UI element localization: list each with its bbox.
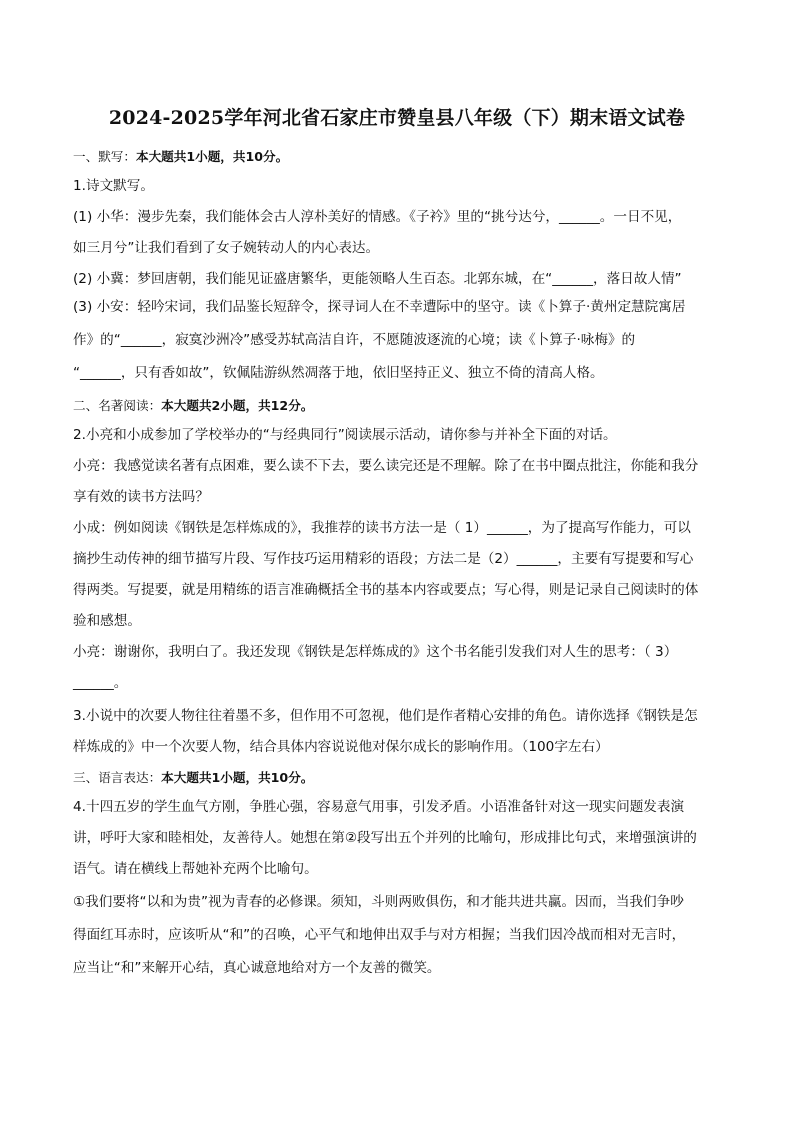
question-line: 小亮：我感觉读名著有点困难，要么读不下去，要么读完还是不理解。除了在书中圈点批注，你能和我分 — [73, 458, 699, 474]
question-line: ①我们要将“以和为贵”视为青春的必修课。须知，斗则两败俱伤，和才能共进共赢。因而，当我们争吵 — [73, 894, 684, 910]
section-prefix: 一、默写： — [73, 149, 136, 164]
question-line: 验和感想。 — [73, 613, 141, 629]
question-line: 应当让“和”来解开心结，真心诚意地给对方一个友善的微笑。 — [73, 960, 441, 976]
question-line: 得面红耳赤时，应该听从“和”的召唤，心平气和地伸出双手与对方相握；当我们因冷战而相对无言时， — [73, 927, 686, 943]
question-line: 作》的“______，寂寞沙洲冷”感受苏轼高洁自许，不愿随波逐流的心境；读《卜算子·咏梅》的 — [73, 332, 636, 348]
section-heading-1 — [73, 147, 733, 167]
question-line: (1) 小华：漫步先秦，我们能体会古人淳朴美好的情感。《子衿》里的“挑兮达兮，______。一日不见， — [73, 209, 682, 225]
question-line: 小亮：谢谢你，我明白了。我还发现《钢铁是怎样炼成的》这个书名能引发我们对人生的思考：（ 3） — [73, 644, 678, 660]
question-line: 语气。请在横线上帮她补充两个比喻句。 — [73, 861, 318, 877]
question-line: 小成：例如阅读《钢铁是怎样炼成的》，我推荐的读书方法一是（ 1）______，为了提高写作能力，可以 — [73, 520, 691, 536]
question-line: 1.诗文默写。 — [73, 178, 154, 194]
question-line: (2) 小冀：梦回唐朝，我们能见证盛唐繁华，更能领略人生百态。北郭东城，在“______，落日故人情” — [73, 271, 682, 287]
question-line: 讲，呼吁大家和睦相处，友善待人。她想在第②段写出五个并列的比喻句，形成排比句式，来增强演讲的 — [73, 830, 697, 846]
page-title: 2024-2025学年河北省石家庄市赞皇县八年级（下）期末语文试卷 — [108, 107, 686, 129]
question-line: 2.小亮和小成参加了学校举办的“与经典同行”阅读展示活动，请你参与并补全下面的对话。 — [73, 427, 617, 443]
question-line: 如三月兮”让我们看到了女子婉转动人的内心表达。 — [73, 240, 380, 256]
question-line: 享有效的读书方法吗？ — [73, 489, 209, 505]
section-info: 本大题共2小题，共12分。 — [161, 398, 314, 413]
question-line: “______，只有香如故”，钦佩陆游纵然凋落于地，依旧坚持正义、独立不倚的清高人格。 — [73, 365, 604, 381]
section-info: 本大题共1小题，共10分。 — [161, 770, 314, 785]
question-line: 得两类。写提要，就是用精练的语言准确概括全书的基本内容或要点；写心得，则是记录自己阅读时的体 — [73, 582, 699, 598]
question-line: 摘抄生动传神的细节描写片段、写作技巧运用精彩的语段；方法二是（2）______，主要有写提要和写心 — [73, 551, 694, 567]
section-prefix: 三、语言表达： — [73, 770, 162, 785]
question-line: ______。 — [73, 675, 128, 691]
question-line: (3) 小安：轻吟宋词，我们品鉴长短辞令，探寻词人在不幸遭际中的坚守。读《卜算子·黄州定慧院寓居 — [73, 299, 686, 315]
question-line: 样炼成的》中一个次要人物，结合具体内容说说他对保尔成长的影响作用。（100字左右） — [73, 739, 609, 755]
section-info: 本大题共1小题，共10分。 — [135, 149, 289, 164]
question-line: 4.十四五岁的学生血气方刚，争胜心强，容易意气用事，引发矛盾。小语准备针对这一现实问题发表演 — [73, 799, 685, 815]
section-heading-2 — [73, 396, 733, 416]
section-prefix: 二、名著阅读： — [73, 398, 162, 413]
question-line: 3.小说中的次要人物往往着墨不多，但作用不可忽视，他们是作者精心安排的角色。请你选择《钢铁是怎 — [73, 708, 698, 724]
section-heading-3 — [73, 768, 733, 788]
